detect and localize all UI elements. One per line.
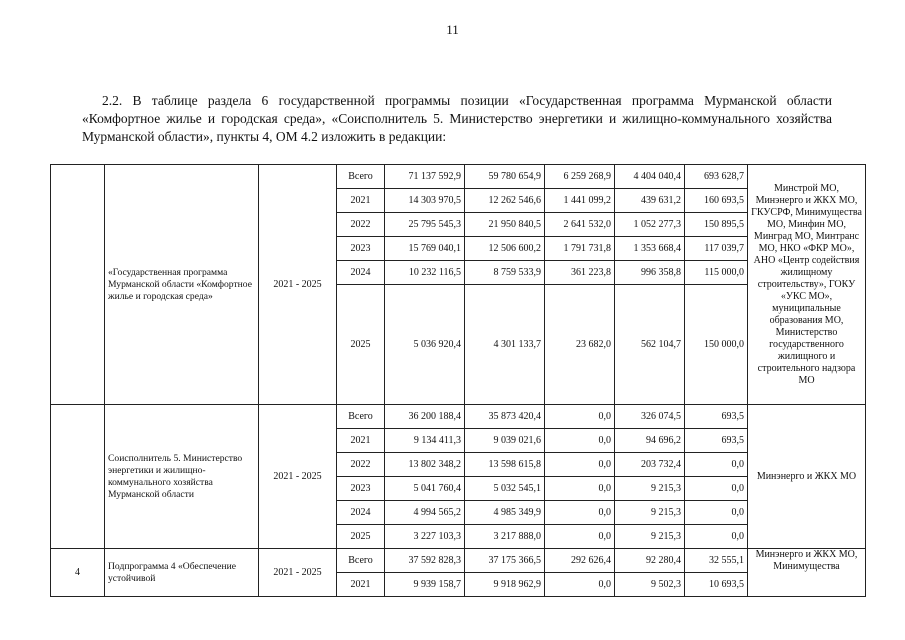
period-cell: 2021 - 2025 [259, 165, 337, 405]
year-cell: 2021 [337, 189, 385, 213]
value-cell: 32 555,1 [685, 549, 748, 573]
value-cell: 5 032 545,1 [465, 477, 545, 501]
value-cell: 1 441 099,2 [545, 189, 615, 213]
value-cell: 0,0 [685, 477, 748, 501]
total-cell: 10 232 116,5 [385, 261, 465, 285]
total-cell: 9 939 158,7 [385, 573, 465, 597]
total-cell: 25 795 545,3 [385, 213, 465, 237]
total-cell: 36 200 188,4 [385, 405, 465, 429]
value-cell: 0,0 [685, 453, 748, 477]
value-cell: 203 732,4 [615, 453, 685, 477]
table-row [51, 549, 866, 573]
year-cell: 2021 [337, 573, 385, 597]
paragraph-text: 2.2. В таблице раздела 6 государственной программы позиции «Государственная программа Мурманской области «Комфортное жилье и городская среда», «Соисполнитель 5. Министерство энергетики и жилищно-коммунального хозяйства Мурманской области», пункты 4, ОМ 4.2 изложить в редакции: [82, 93, 832, 144]
total-cell: 3 227 103,3 [385, 525, 465, 549]
table-row [51, 405, 866, 429]
value-cell: 693,5 [685, 405, 748, 429]
program-name-cell: Соисполнитель 5. Министерство энергетики и жилищно-коммунального хозяйства Мурманской области [105, 405, 259, 549]
period-cell: 2021 - 2025 [259, 549, 337, 597]
total-cell: 71 137 592,9 [385, 165, 465, 189]
year-cell: 2022 [337, 453, 385, 477]
row-number-cell: 4 [51, 549, 105, 597]
total-cell: 5 041 760,4 [385, 477, 465, 501]
total-cell: 37 592 828,3 [385, 549, 465, 573]
value-cell: 0,0 [545, 501, 615, 525]
value-cell: 117 039,7 [685, 237, 748, 261]
year-cell: 2023 [337, 237, 385, 261]
program-table [50, 164, 866, 597]
year-cell: Всего [337, 549, 385, 573]
executors-cell: Минэнерго и ЖКХ МО [748, 405, 866, 549]
value-cell: 0,0 [545, 525, 615, 549]
value-cell: 1 052 277,3 [615, 213, 685, 237]
value-cell: 4 404 040,4 [615, 165, 685, 189]
program-name-cell: «Государственная программа Мурманской области «Комфортное жилье и городская среда» [105, 165, 259, 405]
value-cell: 12 506 600,2 [465, 237, 545, 261]
total-cell: 14 303 970,5 [385, 189, 465, 213]
value-cell: 292 626,4 [545, 549, 615, 573]
value-cell: 0,0 [545, 405, 615, 429]
value-cell: 1 791 731,8 [545, 237, 615, 261]
value-cell: 9 502,3 [615, 573, 685, 597]
total-cell: 13 802 348,2 [385, 453, 465, 477]
value-cell: 10 693,5 [685, 573, 748, 597]
value-cell: 996 358,8 [615, 261, 685, 285]
total-cell: 4 994 565,2 [385, 501, 465, 525]
value-cell: 9 039 021,6 [465, 429, 545, 453]
year-cell: 2025 [337, 525, 385, 549]
value-cell: 115 000,0 [685, 261, 748, 285]
value-cell: 35 873 420,4 [465, 405, 545, 429]
value-cell: 0,0 [545, 573, 615, 597]
executors-cell: Минстрой МО, Минэнерго и ЖКХ МО, ГКУСРФ, Минимущества МО, Минфин МО, Минград МО, Минтранс МО, НКО «ФКР МО», АНО «Центр содействия жилищному строительству», ГОКУ «УКС МО», муниципальные образования МО, Министерство государственного жилищного и строительного надзора МО [748, 165, 866, 405]
year-cell: 2023 [337, 477, 385, 501]
value-cell: 0,0 [685, 525, 748, 549]
value-cell: 3 217 888,0 [465, 525, 545, 549]
year-cell: 2024 [337, 501, 385, 525]
year-cell: Всего [337, 405, 385, 429]
value-cell: 9 215,3 [615, 501, 685, 525]
value-cell: 59 780 654,9 [465, 165, 545, 189]
total-cell: 5 036 920,4 [385, 285, 465, 405]
value-cell: 21 950 840,5 [465, 213, 545, 237]
value-cell: 150 895,5 [685, 213, 748, 237]
value-cell: 0,0 [545, 453, 615, 477]
value-cell: 9 215,3 [615, 477, 685, 501]
value-cell: 12 262 546,6 [465, 189, 545, 213]
value-cell: 2 641 532,0 [545, 213, 615, 237]
total-cell: 9 134 411,3 [385, 429, 465, 453]
amendment-paragraph [82, 92, 832, 146]
value-cell: 562 104,7 [615, 285, 685, 405]
year-cell: 2022 [337, 213, 385, 237]
period-cell: 2021 - 2025 [259, 405, 337, 549]
executors-cell: Минэнерго и ЖКХ МО, Минимущества [748, 549, 866, 597]
value-cell: 4 985 349,9 [465, 501, 545, 525]
year-cell: 2025 [337, 285, 385, 405]
value-cell: 693 628,7 [685, 165, 748, 189]
year-cell: Всего [337, 165, 385, 189]
page-number: 11 [446, 22, 459, 37]
value-cell: 37 175 366,5 [465, 549, 545, 573]
value-cell: 0,0 [545, 477, 615, 501]
value-cell: 160 693,5 [685, 189, 748, 213]
value-cell: 361 223,8 [545, 261, 615, 285]
row-number-cell [51, 165, 105, 405]
value-cell: 326 074,5 [615, 405, 685, 429]
year-cell: 2021 [337, 429, 385, 453]
table-body [51, 165, 866, 597]
value-cell: 9 215,3 [615, 525, 685, 549]
value-cell: 1 353 668,4 [615, 237, 685, 261]
value-cell: 9 918 962,9 [465, 573, 545, 597]
value-cell: 0,0 [545, 429, 615, 453]
value-cell: 94 696,2 [615, 429, 685, 453]
value-cell: 150 000,0 [685, 285, 748, 405]
value-cell: 13 598 615,8 [465, 453, 545, 477]
value-cell: 693,5 [685, 429, 748, 453]
value-cell: 4 301 133,7 [465, 285, 545, 405]
value-cell: 92 280,4 [615, 549, 685, 573]
value-cell: 23 682,0 [545, 285, 615, 405]
year-cell: 2024 [337, 261, 385, 285]
value-cell: 0,0 [685, 501, 748, 525]
value-cell: 439 631,2 [615, 189, 685, 213]
program-name-cell: Подпрограмма 4 «Обеспечение устойчивой [105, 549, 259, 597]
row-number-cell [51, 405, 105, 549]
total-cell: 15 769 040,1 [385, 237, 465, 261]
value-cell: 6 259 268,9 [545, 165, 615, 189]
value-cell: 8 759 533,9 [465, 261, 545, 285]
table-row [51, 165, 866, 189]
